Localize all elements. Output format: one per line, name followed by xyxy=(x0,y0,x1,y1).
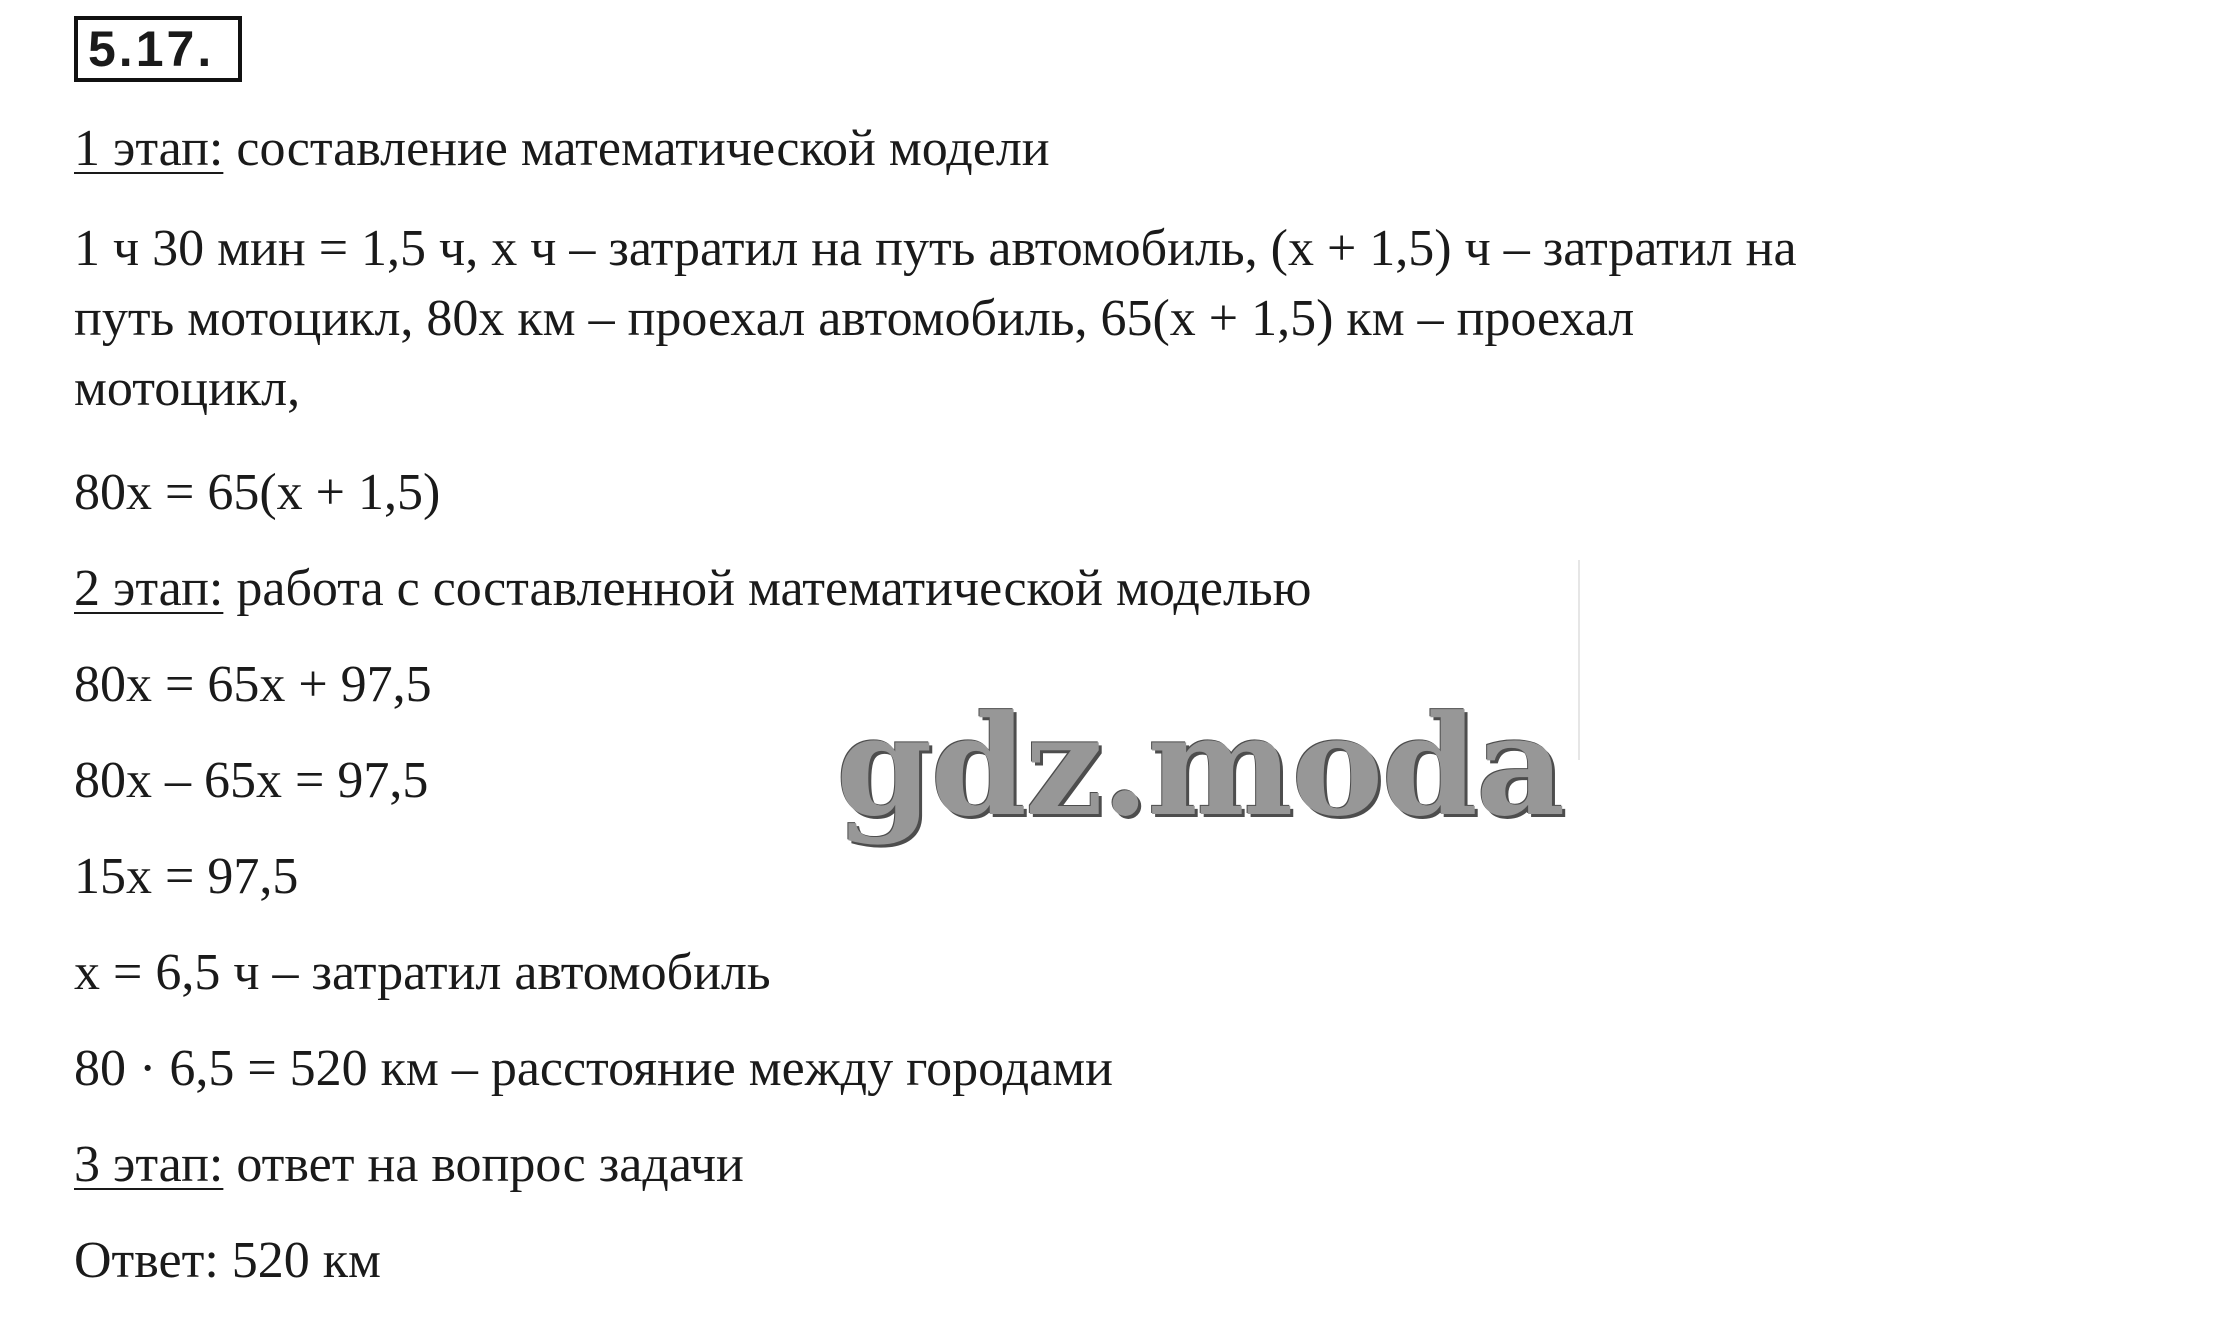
model-line-1: 1 ч 30 мин = 1,5 ч, x ч – затратил на путь автомобиль, (x + 1,5) ч – затратил на xyxy=(74,220,1797,277)
stage3-heading xyxy=(74,1130,744,1200)
model-line-3: мотоцикл, xyxy=(74,360,301,417)
model-line-2: путь мотоцикл, 80x км – проехал автомобиль, 65(x + 1,5) км – проехал xyxy=(74,290,1635,347)
solution-line-2: 80x – 65x = 97,5 xyxy=(74,752,429,809)
solution-line-4: x = 6,5 ч – затратил автомобиль xyxy=(74,944,771,1001)
model-equation: 80x = 65(x + 1,5) xyxy=(74,464,441,521)
stage1-text: составление математической модели xyxy=(223,120,1050,177)
answer-line: Ответ: 520 км xyxy=(74,1232,381,1289)
stage2-text: работа с составленной математической моделью xyxy=(223,560,1312,617)
scan-artifact-rule xyxy=(1578,560,1580,760)
solution-line-5: 80 · 6,5 = 520 км – расстояние между городами xyxy=(74,1040,1113,1097)
stage1-heading xyxy=(74,114,1050,184)
problem-number: 5.17. xyxy=(74,16,242,82)
watermark-logo: gdz.moda xyxy=(836,684,1564,847)
stage2-label: 2 этап: xyxy=(74,560,224,617)
stage1-label: 1 этап: xyxy=(74,120,224,177)
stage2-heading xyxy=(74,554,1311,624)
solution-line-3: 15x = 97,5 xyxy=(74,848,299,905)
stage3-label: 3 этап: xyxy=(74,1136,224,1193)
solution-line-1: 80x = 65x + 97,5 xyxy=(74,656,432,713)
stage3-text: ответ на вопрос задачи xyxy=(223,1136,744,1193)
